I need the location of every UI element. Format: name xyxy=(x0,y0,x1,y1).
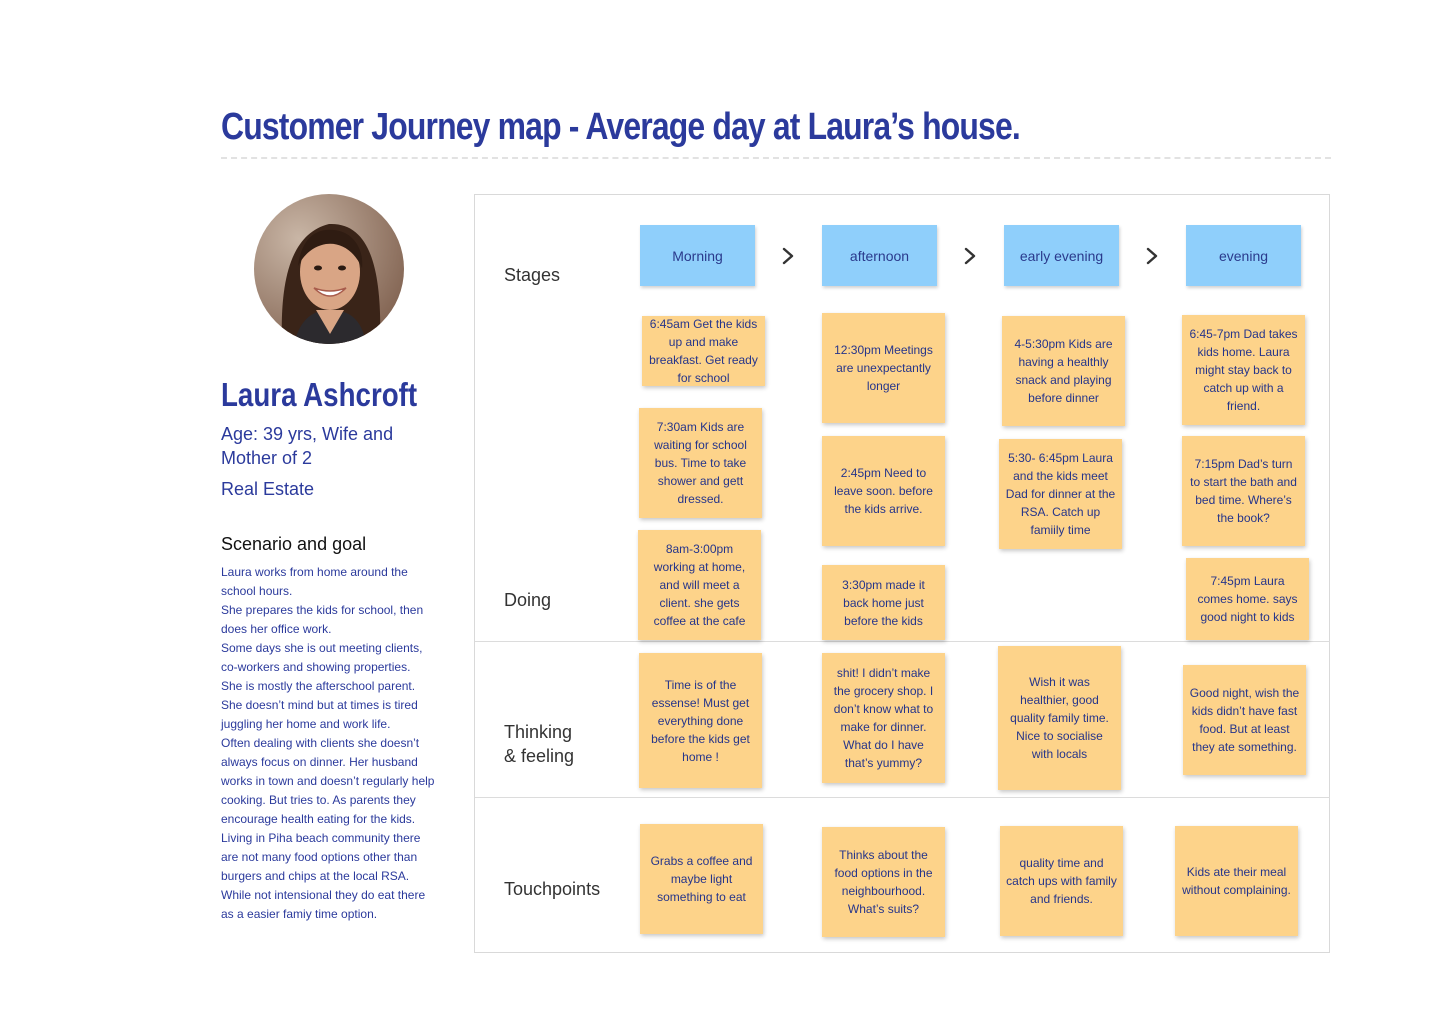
title-divider xyxy=(221,157,1331,159)
sticky-note: 5:30- 6:45pm Laura and the kids meet Dad for dinner at the RSA. Catch up famiily time xyxy=(999,439,1122,549)
stage-morning: Morning xyxy=(640,225,755,286)
row-label-touchpoints: Touchpoints xyxy=(504,879,601,899)
sticky-note: 2:45pm Need to leave soon. before the kids arrive. xyxy=(822,436,945,546)
sticky-note: Wish it was healthier, good quality family time. Nice to socialise with locals xyxy=(998,646,1121,790)
sticky-note: Thinks about the food options in the neighbourhood. What’s suits? xyxy=(822,827,945,937)
sticky-note: 8am-3:00pm working at home, and will meet a client. she gets coffee at the cafe xyxy=(638,530,761,640)
sticky-note: 7:15pm Dad’s turn to start the bath and bed time. Where’s the book? xyxy=(1182,436,1305,546)
row-divider-doing xyxy=(475,641,1330,642)
sticky-note: Good night, wish the kids didn’t have fast food. But at least they ate something. xyxy=(1183,665,1306,775)
row-label-thinking: Thinking & feeling xyxy=(504,722,575,766)
sticky-note: 7:30am Kids are waiting for school bus. Time to take shower and gett dressed. xyxy=(639,408,762,518)
stage-early-evening: early evening xyxy=(1004,225,1119,286)
persona-name: Laura Ashcroft xyxy=(221,376,418,413)
chevron-right-icon xyxy=(778,244,798,268)
sticky-note: 12:30pm Meetings are unexpectantly longer xyxy=(822,313,945,423)
sticky-note: 6:45am Get the kids up and make breakfast. Get ready for school xyxy=(642,316,765,386)
sticky-note: 6:45-7pm Dad takes kids home. Laura might stay back to catch up with a friend. xyxy=(1182,315,1305,425)
sticky-note: Kids ate their meal without complaining. xyxy=(1175,826,1298,936)
persona-avatar xyxy=(254,194,404,344)
scenario-heading: Scenario and goal xyxy=(221,534,367,554)
sticky-note: 4-5:30pm Kids are having a healthly snack and playing before dinner xyxy=(1002,316,1125,426)
stage-evening: evening xyxy=(1186,225,1301,286)
chevron-right-icon xyxy=(960,244,980,268)
scenario-text: Laura works from home around the school hours. She prepares the kids for school, then does her office work. Some days she is out meeting clients, co-workers and showing properties. She is mostly the afterschool parent. She doesn’t mind but at times is tired juggling her home and work life. Often dealing with clients she doesn’t always focus on dinner. Her husband works in town and doesn’t regularly help cooking. But tries to. As parents they encourage health eating for the kids. Living in Piha beach community there are not many food options other than burgers and chips at the local RSA. While not intensional they do eat there as a easier famiy time option. xyxy=(221,565,435,921)
stage-afternoon: afternoon xyxy=(822,225,937,286)
sticky-note: Time is of the essense! Must get everything done before the kids get home ! xyxy=(639,653,762,788)
sticky-note: quality time and catch ups with family and friends. xyxy=(1000,826,1123,936)
sticky-note: shit! I didn’t make the grocery shop. I don’t know what to make for dinner. What do I have that’s yummy? xyxy=(822,653,945,783)
sticky-note: 3:30pm made it back home just before the kids xyxy=(822,565,945,640)
row-label-doing: Doing xyxy=(504,590,552,610)
chevron-right-icon xyxy=(1142,244,1162,268)
persona-age: Age: 39 yrs, Wife and Mother of 2 xyxy=(221,424,394,468)
row-label-stages: Stages xyxy=(504,265,561,285)
row-divider-thinking xyxy=(475,797,1330,798)
persona-occupation: Real Estate xyxy=(221,479,315,499)
page-title: Customer Journey map - Average day at Laura’s house. xyxy=(221,106,1020,148)
sticky-note: Grabs a coffee and maybe light something to eat xyxy=(640,824,763,934)
sticky-note: 7:45pm Laura comes home. says good night to kids xyxy=(1186,558,1309,640)
